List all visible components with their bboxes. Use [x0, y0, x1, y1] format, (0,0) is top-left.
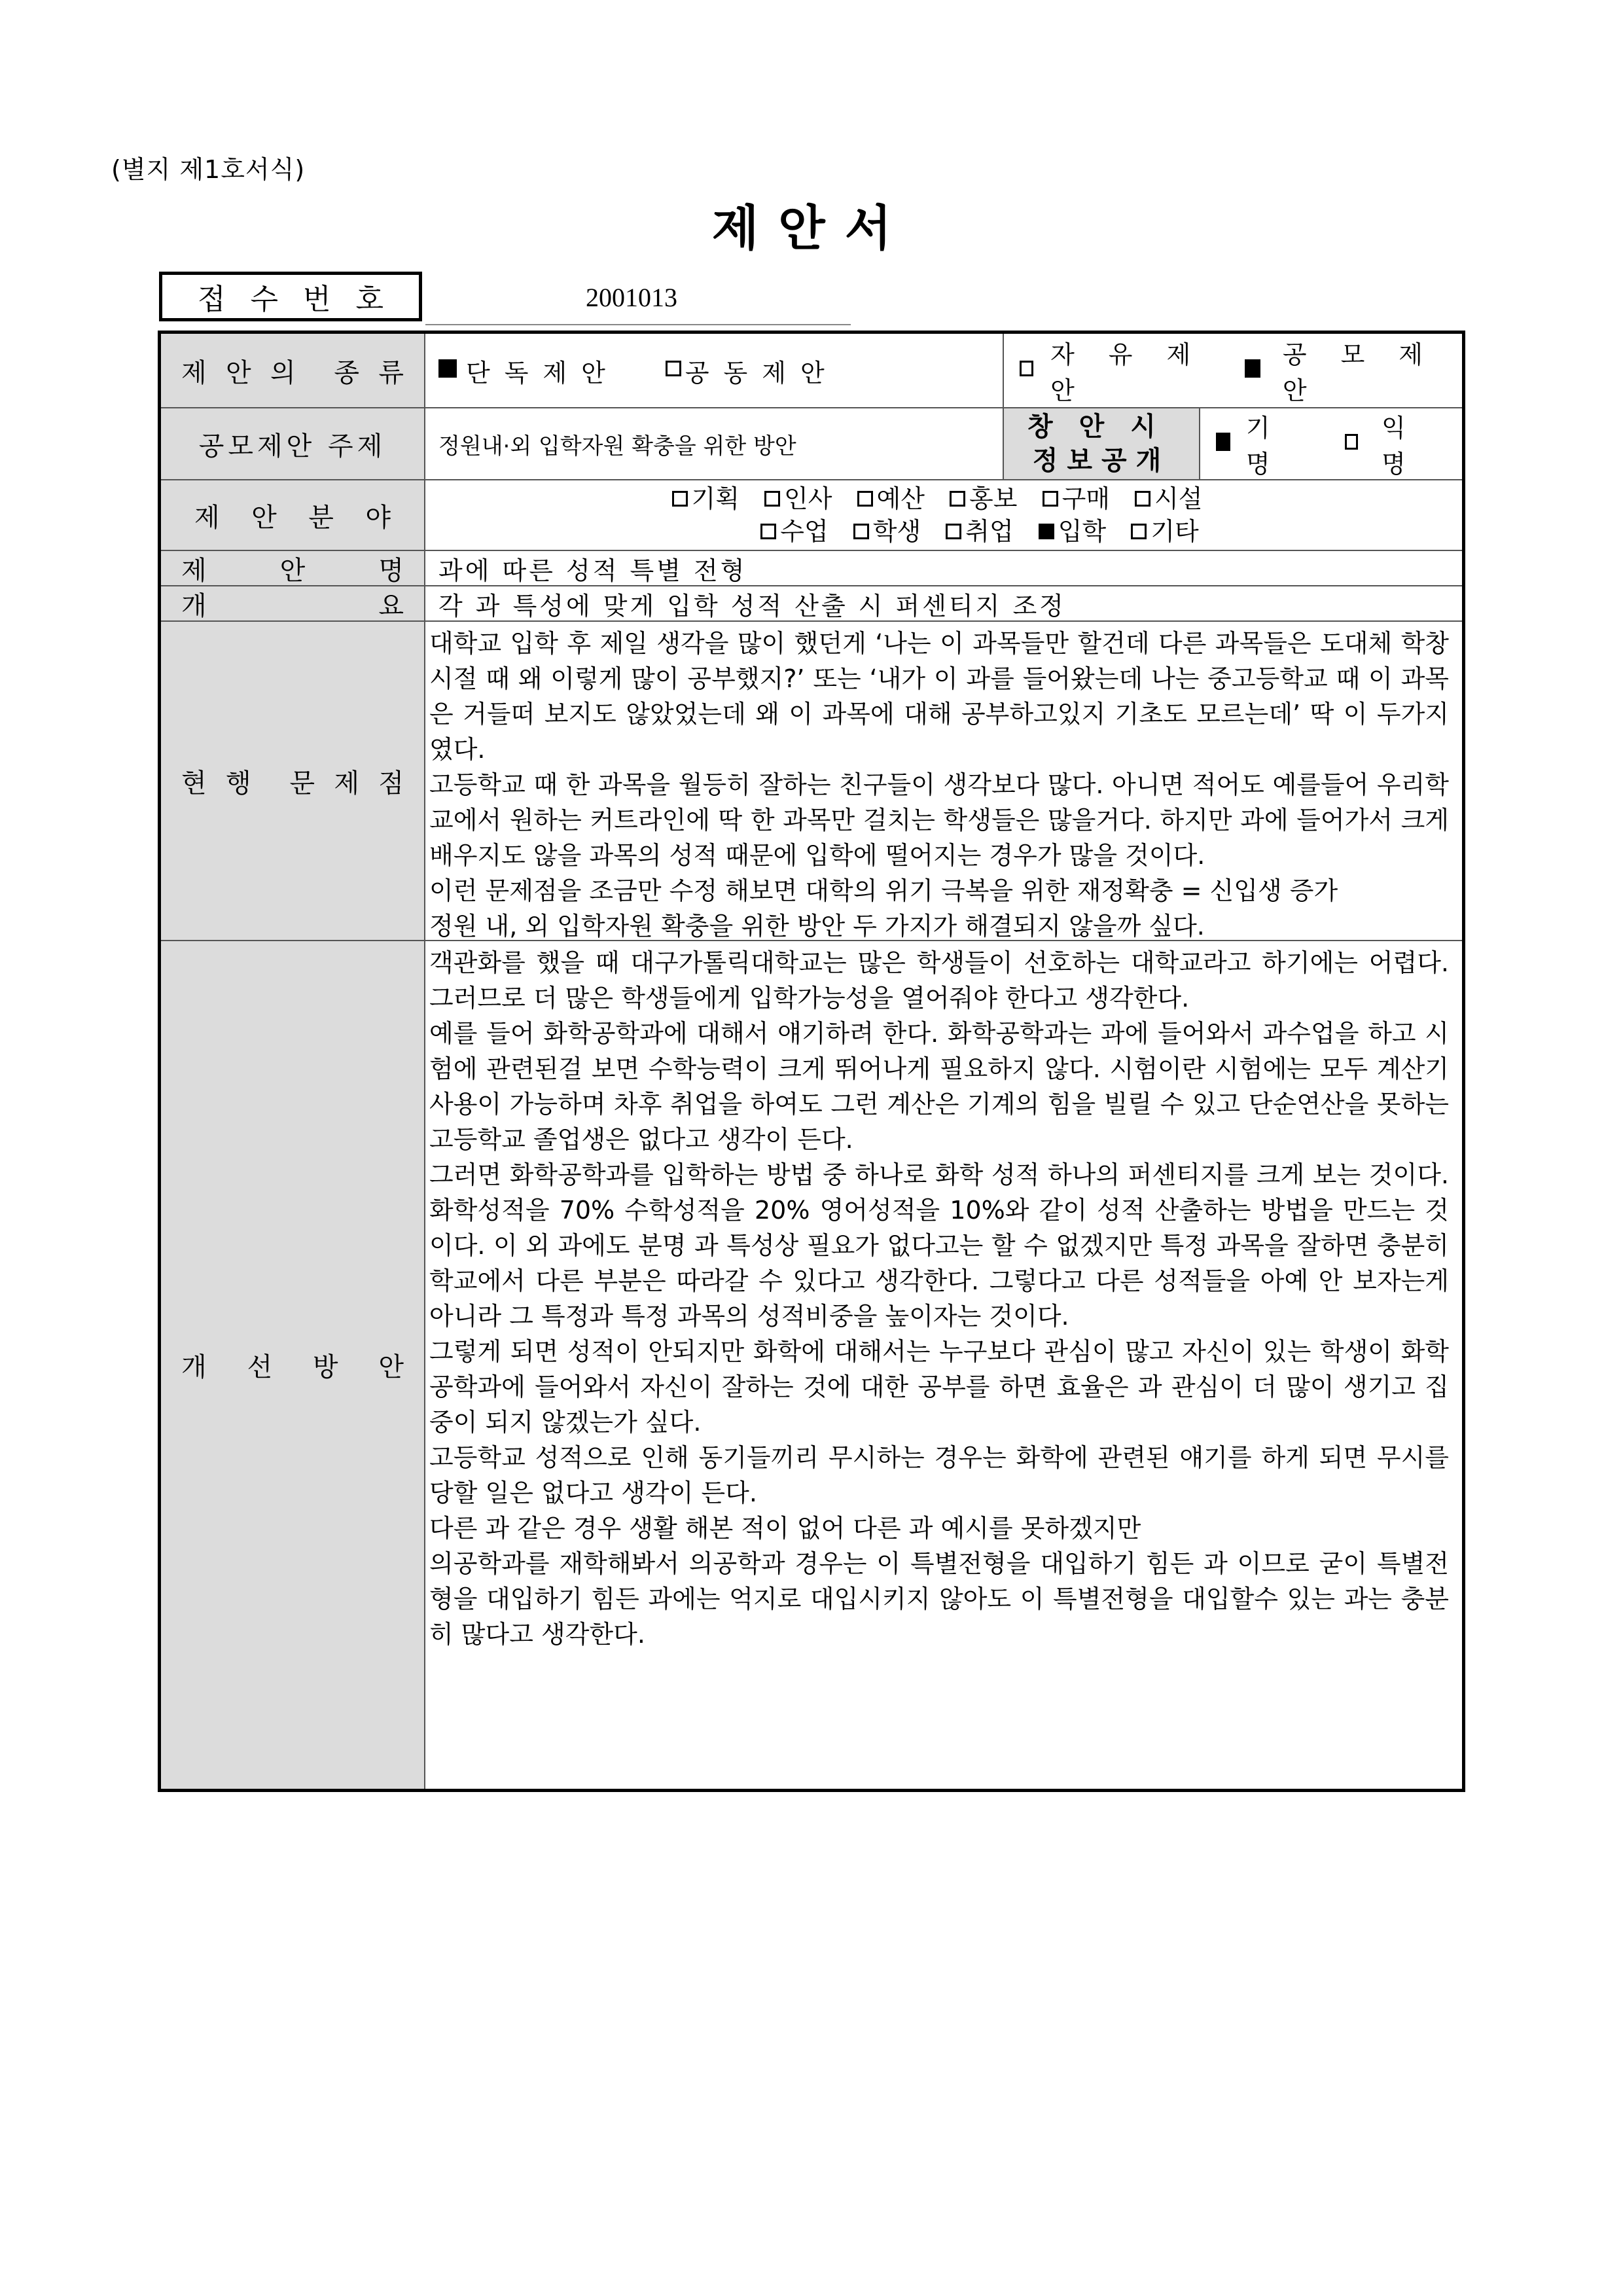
disclosure-label — [1004, 408, 1200, 479]
option-facility-checkbox[interactable] — [1135, 491, 1150, 507]
disclosure-label-line2: 정보공개 — [1032, 446, 1171, 476]
free-proposal-label: 자유제안 — [1050, 340, 1225, 405]
row-improvement — [161, 941, 1462, 1789]
summary-label: 개 요 — [161, 586, 425, 620]
receipt-number-label: 접수번호 — [159, 272, 422, 321]
proposal-name-label: 제 안 명 — [161, 551, 425, 585]
improvement-label: 개 선 방 안 — [161, 941, 425, 1789]
named-checkbox[interactable] — [1216, 433, 1230, 451]
option-admission-checkbox[interactable] — [1039, 524, 1054, 539]
option-student-checkbox[interactable] — [853, 524, 869, 539]
improvement-paragraph: 그러면 화학공학과를 입학하는 방법 중 하나로 화학 성적 하나의 퍼센티지를 크게 보는 것이다. 화학성적을 70% 수학성적을 20% 영어성적을 10%와 같이 성적 산출하는 방법을 만드는 것이다. 이 외 과에도 분명 과 특성상 필요가 없다고는 할 수 없겠지만 특정 과목을 잘하면 충분히 학교에서 다른 부분은 따라갈 수 있다고 생각한다. 그렇다고 다른 성적들을 아예 안 보자는게 아니라 그 특정과 특정 과목의 성적비중을 높이자는 것이다. — [429, 1160, 1449, 1331]
option-admission-label: 입학 — [1058, 517, 1107, 546]
option-class-label: 수업 — [780, 517, 829, 546]
improvement-paragraph: 의공학과를 재학해봐서 의공학과 경우는 이 특별전형을 대입하기 힘든 과 이므로 굳이 특별전형을 대입하기 힘든 과에는 억지로 대입시키지 않아도 이 특별전형을 대입할수 있는 과는 충분히 많다고 생각한다. — [429, 1549, 1449, 1649]
option-planning-checkbox[interactable] — [672, 491, 688, 507]
row-proposal-field — [161, 480, 1462, 551]
option-pr-label: 홍보 — [969, 484, 1018, 513]
row-summary — [161, 586, 1462, 622]
improvement-paragraph: 그렇게 되면 성적이 안되지만 화학에 대해서는 누구보다 관심이 많고 자신이 있는 학생이 화학공학과에 들어와서 자신이 잘하는 것에 대한 공부를 하면 효율은 과 관심이 더 많이 생기고 집중이 되지 않겠는가 싶다. — [429, 1337, 1449, 1437]
option-other-checkbox[interactable] — [1131, 524, 1147, 539]
option-purchase-label: 구매 — [1061, 484, 1110, 513]
joint-proposal-label: 공동제안 — [685, 358, 839, 387]
problem-paragraph: 고등학교 때 한 과목을 월등히 잘하는 친구들이 생각보다 많다. 아니면 적어도 예를들어 우리학교에서 원하는 커트라인에 딱 한 과목만 걸치는 학생들은 많을거다. 하지만 과에 들어가서 크게 배우지도 않을 과목의 성적 때문에 입학에 떨어지는 경우가 많을 것이다. — [429, 770, 1449, 870]
single-proposal-label: 단독제안 — [466, 358, 620, 387]
option-planning-label: 기획 — [691, 484, 740, 513]
option-other-label: 기타 — [1150, 517, 1199, 546]
option-budget-checkbox[interactable] — [857, 491, 873, 507]
joint-proposal-checkbox[interactable] — [666, 361, 681, 376]
form-code: (별지 제1호서식) — [111, 155, 306, 184]
field-options — [425, 480, 1462, 550]
proposal-form — [158, 331, 1465, 1792]
contest-proposal-checkbox[interactable] — [1245, 359, 1260, 378]
proposal-type-label: 제 안 의 종 류 — [161, 334, 425, 407]
improvement-paragraph: 객관화를 했을 때 대구가톨릭대학교는 많은 학생들이 선호하는 대학교라고 하기에는 어렵다. 그러므로 더 많은 학생들에게 입학가능성을 열어줘야 한다고 생각한다. — [429, 948, 1449, 1013]
problem-paragraph: 정원 내, 외 입학자원 확충을 위한 방안 두 가지가 해결되지 않을까 싶다. — [429, 912, 1205, 941]
current-problem-label: 현 행 문 제 점 — [161, 622, 425, 940]
field-options-line2 — [760, 515, 1198, 548]
page-title: 제안서 — [711, 200, 912, 257]
option-student-label: 학생 — [872, 517, 921, 546]
contest-theme-label: 공모제안 주제 — [161, 408, 425, 479]
row-proposal-type — [161, 334, 1462, 408]
improvement-paragraph: 예를 들어 화학공학과에 대해서 얘기하려 한다. 화학공학과는 과에 들어와서 과수업을 하고 시험에 관련된걸 보면 수학능력이 크게 뛰어나게 필요하지 않다. 시험이란 시험에는 모두 계산기 사용이 가능하며 차후 취업을 하여도 그런 계산은 기계의 힘을 빌릴 수 있고 단순연산을 못하는 고등학교 졸업생은 없다고 생각이 든다. — [429, 1019, 1449, 1154]
option-pr-checkbox[interactable] — [950, 491, 965, 507]
proposal-field-label: 제 안 분 야 — [161, 480, 425, 550]
problem-paragraph: 대학교 입학 후 제일 생각을 많이 했던게 ‘나는 이 과목들만 할건데 다른 과목들은 도대체 학창시절 때 왜 이렇게 많이 공부했지?’ 또는 ‘내가 이 과를 들어왔는데 나는 중고등학교 때 이 과목은 거들떠 보지도 않았었는데 왜 이 과목에 대해 공부하고있지 기초도 모르는데’ 딱 이 두가지였다. — [429, 629, 1449, 764]
contest-theme-value: 정원내·외 입학자원 확충을 위한 방안 — [425, 408, 1004, 479]
author-type-options — [425, 334, 1004, 407]
contest-proposal-label: 공모제안 — [1282, 340, 1457, 405]
anonymous-label: 익명 — [1382, 414, 1445, 478]
option-facility-label: 시설 — [1154, 484, 1203, 513]
option-hr-checkbox[interactable] — [764, 491, 780, 507]
free-proposal-checkbox[interactable] — [1020, 361, 1033, 376]
named-label: 기명 — [1245, 414, 1310, 478]
proposal-kind-options — [1004, 334, 1462, 407]
current-problem-text — [429, 626, 1449, 940]
improvement-paragraph: 고등학교 성적으로 인해 동기들끼리 무시하는 경우는 화학에 관련된 얘기를 하게 되면 무시를 당할 일은 없다고 생각이 든다. — [429, 1443, 1449, 1507]
improvement-paragraph: 다른 과 같은 경우 생활 해본 적이 없어 다른 과 예시를 못하겠지만 — [429, 1514, 1141, 1543]
option-budget-label: 예산 — [876, 484, 925, 513]
disclosure-label-line1: 창안시 — [1027, 412, 1182, 442]
option-employment-label: 취업 — [965, 517, 1014, 546]
summary-value: 각 과 특성에 맞게 입학 성적 산출 시 퍼센티지 조정 — [438, 591, 1066, 620]
disclosure-options — [1200, 408, 1462, 479]
single-proposal-checkbox[interactable] — [438, 359, 457, 378]
option-class-checkbox[interactable] — [760, 524, 776, 539]
option-employment-checkbox[interactable] — [946, 524, 961, 539]
row-proposal-name — [161, 551, 1462, 586]
problem-paragraph: 이런 문제점을 조금만 수정 해보면 대학의 위기 극복을 위한 재정확충 = 신입생 증가 — [429, 876, 1338, 905]
row-current-problem — [161, 622, 1462, 941]
anonymous-checkbox[interactable] — [1345, 434, 1358, 450]
row-contest-theme — [161, 408, 1462, 480]
receipt-number-value: 2001013 — [425, 270, 851, 325]
field-options-line1 — [672, 482, 1203, 515]
proposal-name-value: 과에 따른 성적 특별 전형 — [438, 556, 747, 585]
option-hr-label: 인사 — [784, 484, 832, 513]
improvement-text — [429, 945, 1449, 1789]
option-purchase-checkbox[interactable] — [1043, 491, 1058, 507]
